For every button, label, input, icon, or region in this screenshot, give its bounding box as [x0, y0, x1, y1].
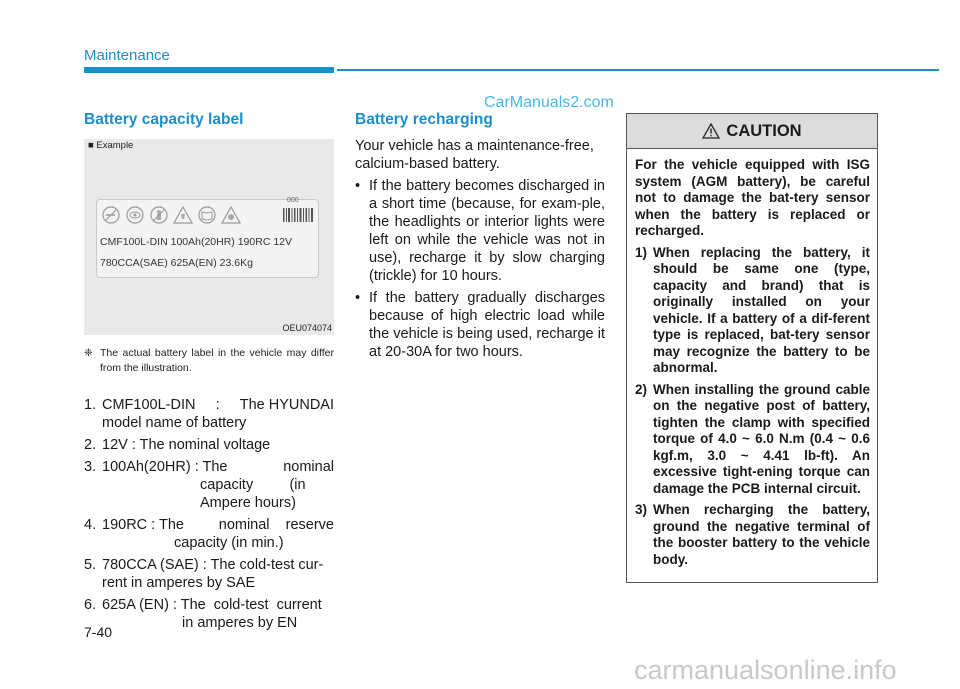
- list-item: 1) When replacing the battery, it should be same one (type, capacity and brand) that is originally installed on your vehicle. If a battery of a dif-ferent type is replaced, bat-tery sensor may recognize the battery to be abnormal.: [635, 244, 870, 375]
- caution-box: [626, 113, 878, 583]
- caution-body: [627, 149, 877, 568]
- header-rule: [337, 69, 939, 71]
- illustration-note: [84, 346, 334, 376]
- section-header: Maintenance: [84, 47, 170, 64]
- list-item: 4. 190RC : The nominal reserve capacity (in min.): [84, 517, 334, 551]
- no-smoking-icon: [101, 205, 121, 225]
- list-item: 6. 625A (EN) : The cold-test current in amperes by EN: [84, 597, 322, 631]
- plate-spec-line-2: 780CCA(SAE) 625A(EN) 23.6Kg: [100, 257, 253, 269]
- label-legend-list: [84, 396, 334, 636]
- list-item: 2) When installing the ground cable on the negative post of battery, tighten the clamp with specified torque of 4.0 ~ 6.0 N.m (0.4 ~ 0.6 kgf.m, 3.0 ~ 4.41 lb-ft). An excessive tight-ening torque can damage the PCB internal circuit.: [635, 381, 870, 496]
- caution-intro: For the vehicle equipped with ISG system (AGM battery), be careful not to damage the bat-tery sensor when the battery is replaced or recharged.: [635, 157, 870, 238]
- read-manual-icon: [197, 205, 217, 225]
- list-item: • If the battery becomes discharged in a short time (because, for exam-ple, the headlights or interior lights were left on while the vehicle was not in use), recharge it by slow charging (trickle) for 10 hours.: [355, 178, 605, 284]
- list-item: 5. 780CCA (SAE) : The cold-test cur- rent in amperes by SAE: [84, 557, 324, 591]
- note-mark: ❈: [84, 347, 93, 359]
- recharging-intro: Your vehicle has a maintenance-free, calcium-based battery.: [355, 138, 594, 172]
- list-item: 3. 100Ah(20HR) : The nominal capacity (in Ampere hours): [84, 459, 334, 511]
- battery-label-figure: [84, 139, 334, 335]
- recharging-text: [355, 137, 605, 365]
- note-text: The actual battery label in the vehicle may differ from the illustration.: [100, 347, 334, 374]
- caustic-warning-icon: [173, 205, 193, 225]
- eye-protection-icon: [125, 205, 145, 225]
- plate-spec-line-1: CMF100L-DIN 100Ah(20HR) 190RC 12V: [100, 236, 292, 248]
- watermark-link[interactable]: CarManuals2.com: [484, 94, 614, 111]
- caution-heading: CAUTION: [627, 114, 877, 149]
- battery-recharging-title: Battery recharging: [355, 111, 493, 128]
- page-number: 7-40: [84, 624, 113, 640]
- keep-away-children-icon: [149, 205, 169, 225]
- watermark-footer-link[interactable]: carmanualsonline.info: [634, 655, 897, 685]
- list-item: • If the battery gradually discharges because of high electric load while the vehicle is being used, recharge it at 20-30A for two hours.: [355, 290, 605, 360]
- list-item: 2. 12V : The nominal voltage: [84, 437, 271, 453]
- explosive-warning-icon: [221, 205, 241, 225]
- warning-triangle-icon: [702, 123, 720, 139]
- list-item: 1. CMF100L-DIN : The HYUNDAI model name of battery: [84, 397, 334, 431]
- header-bar: [84, 67, 334, 73]
- example-caption: ■ Example: [88, 140, 134, 151]
- list-item: 3) When recharging the battery, ground the negative terminal of the booster battery to the vehicle body.: [635, 502, 870, 567]
- battery-label-plate: [96, 199, 319, 278]
- barcode-number: 000: [287, 197, 299, 204]
- figure-code: OEU074074: [282, 323, 332, 333]
- battery-capacity-title: Battery capacity label: [84, 111, 244, 128]
- warning-icons-row: [101, 204, 241, 226]
- barcode-icon: [283, 208, 314, 222]
